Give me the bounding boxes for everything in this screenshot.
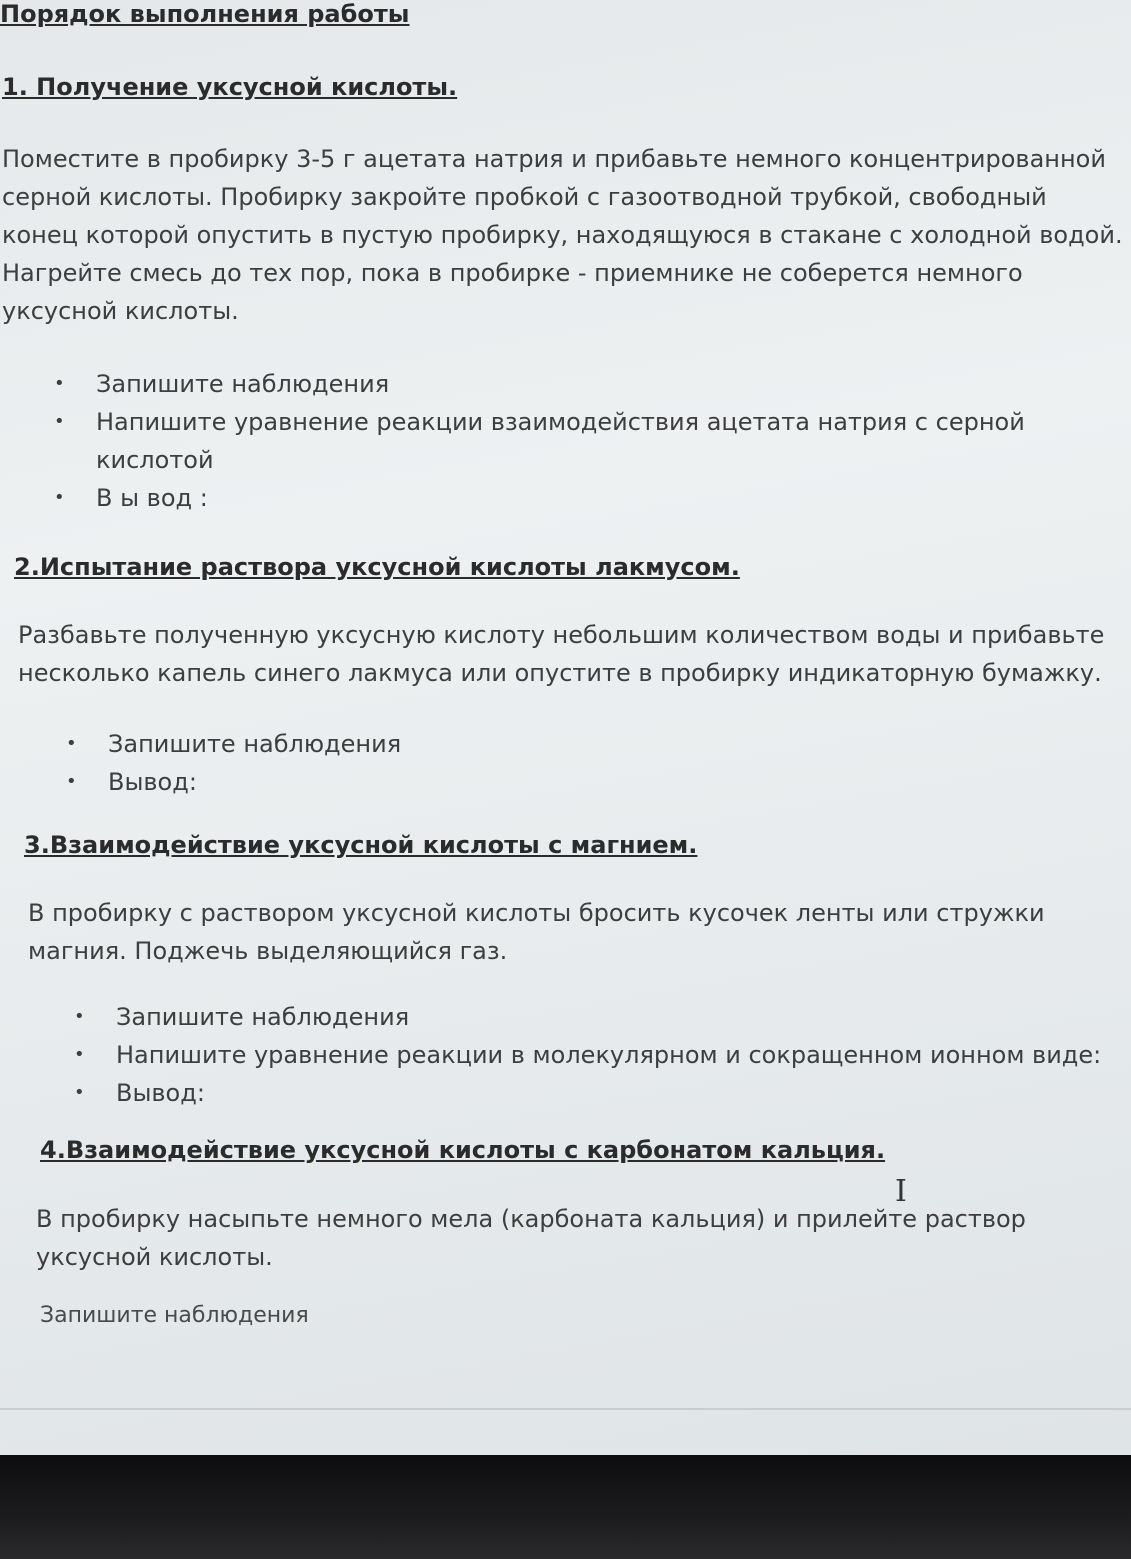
- section-3-bullets: [74, 998, 1106, 1112]
- page-title: Порядок выполнения работы: [0, 0, 410, 28]
- list-item-text: В ы вод :: [96, 484, 208, 512]
- bullet-icon: •: [74, 1082, 85, 1103]
- bullet-icon: •: [54, 487, 65, 508]
- bullet-icon: •: [54, 411, 65, 432]
- section-2-heading: 2.Испытание раствора уксусной кислоты лакмусом.: [14, 553, 740, 581]
- section-1-text[interactable]: Поместите в пробирку 3-5 г ацетата натрия и прибавьте немного концентрированной серной кислоты. Пробирку закройте пробкой с газоотводной трубкой, свободный конец которой опустить в пустую пробирку, находящуюся в стакане с холодной водой. Нагрейте смесь до тех пор, пока в пробирке - приемнике не соберется немного уксусной кислоты.: [2, 145, 1123, 325]
- bullet-icon: •: [74, 1006, 85, 1027]
- list-item[interactable]: [66, 725, 1008, 763]
- monitor-bezel: [0, 1455, 1131, 1559]
- section-3-text[interactable]: В пробирку с раствором уксусной кислоты бросить кусочек ленты или стружки магния. Поджечь выделяющийся газ.: [28, 899, 1045, 965]
- bullet-icon: •: [66, 733, 77, 754]
- section-2-bullets: [66, 725, 1008, 801]
- text-cursor-icon: I: [895, 1174, 907, 1209]
- list-item-text: Запишите наблюдения: [96, 370, 390, 398]
- list-item-text: Напишите уравнение реакции в молекулярном и сокращенном ионном виде:: [116, 1041, 1102, 1069]
- list-item-text: Напишите уравнение реакции взаимодействия ацетата натрия с серной кислотой: [96, 408, 1025, 474]
- section-4-note[interactable]: Запишите наблюдения: [40, 1303, 309, 1328]
- section-4-text[interactable]: В пробирку насыпьте немного мела (карбоната кальция) и прилейте раствор уксусной кислоты.: [36, 1205, 1026, 1271]
- list-item[interactable]: [74, 1036, 1106, 1074]
- list-item[interactable]: [54, 403, 1046, 479]
- list-item[interactable]: [54, 365, 1046, 403]
- list-item[interactable]: [74, 1074, 1106, 1112]
- bullet-icon: •: [66, 771, 77, 792]
- list-item[interactable]: [74, 998, 1106, 1036]
- list-item-text: Запишите наблюдения: [116, 1003, 410, 1031]
- list-item-text: Запишите наблюдения: [108, 730, 402, 758]
- bullet-icon: •: [54, 373, 65, 394]
- bullet-icon: •: [74, 1044, 85, 1065]
- section-1-heading: 1. Получение уксусной кислоты.: [2, 73, 458, 101]
- section-4-heading: 4.Взаимодействие уксусной кислоты с карбонатом кальция.: [40, 1136, 886, 1164]
- list-item-text: Вывод:: [108, 768, 197, 796]
- list-item[interactable]: [66, 763, 1008, 801]
- section-1-bullets: [54, 365, 1046, 517]
- section-3-heading: 3.Взаимодействие уксусной кислоты с магнием.: [24, 831, 698, 859]
- page-bottom-edge: [0, 1408, 1131, 1410]
- section-2-text[interactable]: Разбавьте полученную уксусную кислоту небольшим количеством воды и прибавьте несколько капель синего лакмуса или опустите в пробирку индикаторную бумажку.: [18, 621, 1105, 687]
- list-item-text: Вывод:: [116, 1079, 205, 1107]
- list-item[interactable]: [54, 479, 1046, 517]
